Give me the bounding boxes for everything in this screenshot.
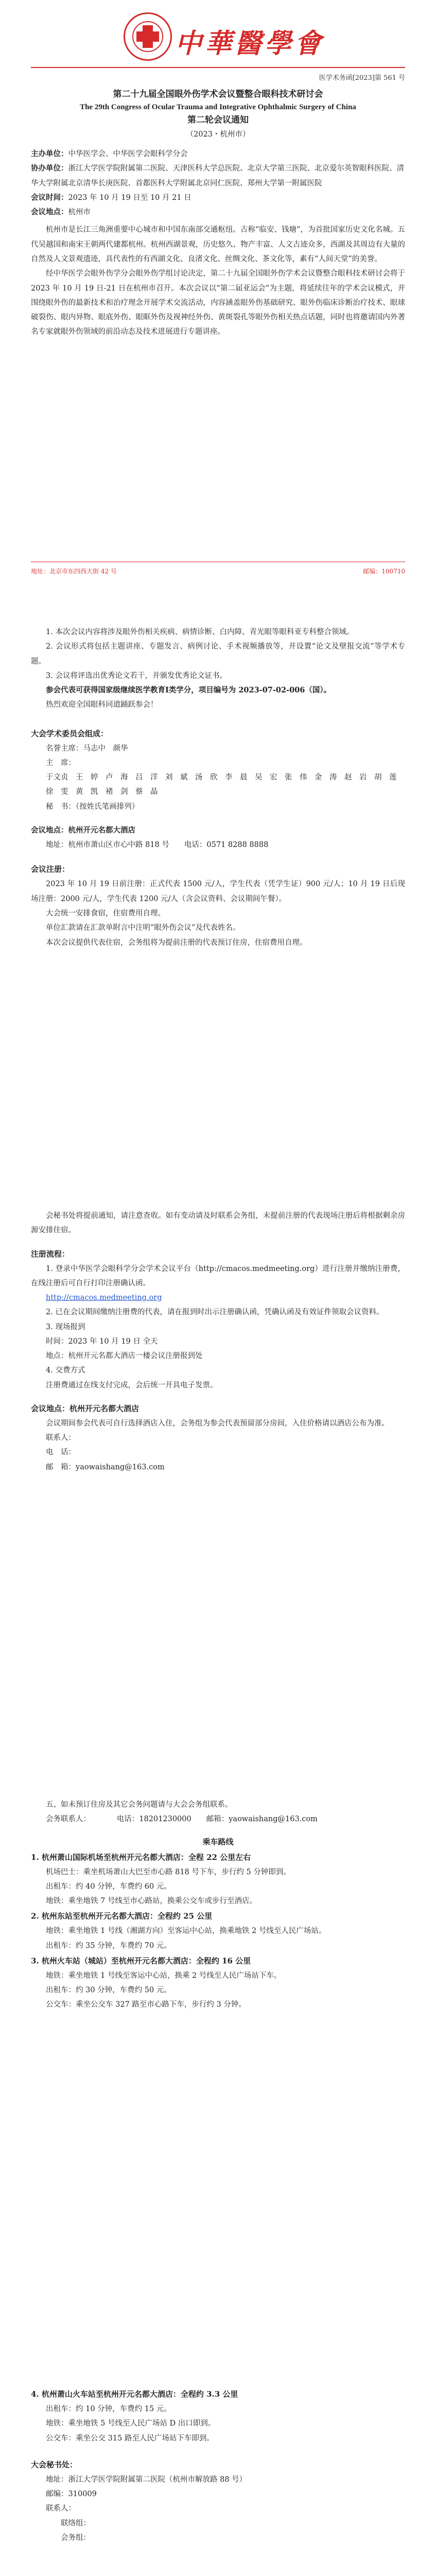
organizer-item: 会议地点：杭州市 <box>31 208 91 217</box>
registration-line: 2023 年 10 月 19 日前注册：正式代表 1500 元/人，学生代表（凭学生证）900 元/人；10 月 19 日后现场注册：2000 元/人，学生代表 1200 元/人（含会议资料、会议期间午餐）。 <box>31 880 405 903</box>
route-line: 公交车：乘坐公交车 327 路至市心路下车，步行约 3 分钟。 <box>46 2001 246 2009</box>
page-4 <box>0 1767 436 2355</box>
traffic-title: 乘车路线 <box>202 1837 234 1846</box>
year-city: （2023・杭州市） <box>186 130 250 139</box>
notice-title: 第二轮会议通知 <box>187 114 249 125</box>
office-head: 大会秘书处： <box>31 2460 78 2469</box>
venue-head: 会议地点：杭州开元名都大酒店 <box>31 1403 139 1413</box>
reference-number: 医学术务函[2023]第 561 号 <box>319 74 405 82</box>
venue-line: 联系人： <box>46 1434 76 1443</box>
route-head: 2. 杭州东站至杭州开元名都大酒店：全程约 25 公里 <box>31 1911 213 1921</box>
organizer-item: 协办单位：浙江大学医学院附属第二医院、天津医科大学总医院、北京大学第三医院、北京爱尔英智眼科医院、清华大学附属北京清华长庚医院、首都医科大学附属北京同仁医院、郑州大学第一附属医院 <box>31 164 404 188</box>
honorary-chair: 名誉主席：马志中 颜华 <box>46 744 128 753</box>
intro-paragraph: 杭州市是长江三角洲重要中心城市和中国东南部交通枢纽。古称“临安、钱塘”，为首批国家历史文化名城。五代吴越国和南宋王朝两代建都杭州。杭州西湖景观，历史悠久、物产丰富、人文古迹众多，西湖及其周边有大量的自然及人文景观遗迹，具代表性的有西湖文化、良渚文化、丝绸文化、茶文化等，素有“人间天堂”的美誉。 <box>31 226 405 263</box>
registration-link[interactable]: http://cmacos.medmeeting.org <box>46 1294 162 1302</box>
office-contact: 联络组： <box>61 2519 91 2528</box>
brand-title: 中華醫學會 <box>175 28 325 59</box>
page-1 <box>0 0 436 589</box>
committee-members: 于文贞 王 婷 卢 海 吕 洋 刘 斌 汤 欣 李 晨 吴 宏 张 伟 金 涛 赵 岩 胡 莲 徐 雯 黄 凯 褚 剑 蔡 晶 <box>46 773 404 796</box>
registration-line: 大会统一安排食宿，住宿费用自理。 <box>46 909 165 918</box>
invoice-head: 4. 交费方式 <box>46 1366 85 1375</box>
footer-postcode: 邮编：100710 <box>363 568 405 575</box>
contact-line: 会务联系人： 电话：18201230000 邮箱：yaowaishang@163.com <box>46 1815 318 1824</box>
reg-step: 2. 已在会议期间缴纳注册费的代表，请在报到时出示注册确认函，凭确认函及有效证件领取会议资料。 <box>46 1308 384 1317</box>
intro-paragraph: 经中华医学会眼外伤学分会眼外伤学组讨论决定，第二十九届全国眼外伤学术会议暨整合眼科技术研讨会将于 2023 年 10 月 19 日-21 日在杭州市召开。本次会议以“第二届亚运会”为主题，将延续往年的学术会议模式，并围绕眼外伤的最新技术和治疗理念开展学术交流活动，内容涵盖眼外伤基础研究、眼外伤临床诊断治疗技术、眼球破裂伤、眼内异物、眼底外伤、眼眶外伤及视神经外伤、黄斑裂孔等眼外伤相关热点话题，同时也将邀请国内外著名专家就眼外伤领域的前沿动态及技术进展进行专题讲座。 <box>31 269 405 336</box>
letterhead <box>0 7 436 64</box>
page-2 <box>0 589 436 1178</box>
info-item: 1. 本次会议内容将涉及眼外伤相关疾病、病情诊断、白内障、青光眼等眼科亚专科整合领域。 <box>46 628 354 636</box>
header-rule <box>31 67 405 68</box>
secretary: 秘 书：（按姓氏笔画排列） <box>46 802 139 811</box>
route-line: 地铁：乘坐地铁 1 号线（湘湖方向）至客运中心站，换乘地铁 2 号线至人民广场站。 <box>46 1927 326 1936</box>
doc-title-cn: 第二十九届全国眼外伤学术会议暨整合眼科技术研讨会 <box>113 89 323 99</box>
cma-logo-icon <box>124 12 172 61</box>
registration-head: 会议注册： <box>31 865 70 874</box>
checkin-place: 地点：杭州开元名都大酒店一楼会议注册报到处 <box>46 1352 203 1361</box>
office-line: 地址：浙江大学医学院附属第二医院（杭州市解放路 88 号） <box>46 2475 247 2484</box>
venue-address: 地址：杭州市萧山区市心中路 818 号 电话：0571 8288 8888 <box>46 841 269 850</box>
office-line: 邮编：310009 <box>46 2490 97 2499</box>
office-contact: 联系人： <box>46 2504 76 2513</box>
registration-line: 单位汇款请在汇款单附言中注明“眼外伤会议”及代表姓名。 <box>46 924 240 933</box>
route-line: 机场巴士：乘坐机场萧山大巴至市心路 818 号下车，步行约 5 分钟即到。 <box>46 1868 291 1876</box>
route-line: 出租车：约 10 分钟，车费约 15 元。 <box>46 2405 171 2413</box>
reg-process-head: 注册流程： <box>31 1249 70 1259</box>
footer-address: 地址：北京市东四西大街 42 号 <box>31 568 117 575</box>
route-line: 出租车：约 40 分钟，车费约 60 元。 <box>46 1882 171 1891</box>
welcome-line: 热烈欢迎全国眼科同道踊跃参会！ <box>46 701 158 709</box>
office-contact: 会务组： <box>61 2533 91 2542</box>
venue: 会议地点：杭州开元名都大酒店 <box>31 825 135 835</box>
route-head: 1. 杭州萧山国际机场至杭州开元名都大酒店：全程 22 公里左右 <box>31 1852 251 1862</box>
route-line: 出租车：约 30 分钟，车费约 50 元。 <box>46 1986 171 1995</box>
info-item: 2. 会议形式将包括主题讲座、专题发言、病例讨论、手术视频播放等，并设置“论文及壁报交流”等学术专题。 <box>31 642 405 666</box>
housing-note: 会秘书处将提前通知，请注意查收。如有变动请及时联系会务组，未提前注册的代表现场注册后将根据剩余房源安排住宿。 <box>31 1212 405 1235</box>
route-head: 4. 杭州萧山火车站至杭州开元名都大酒店：全程约 3.3 公里 <box>31 2389 238 2399</box>
route-line: 出租车：约 35 分钟，车费约 70 元。 <box>46 1941 171 1950</box>
contact-intro: 五、如未预订住房及其它会务问题请与大会会务组联系。 <box>46 1801 233 1809</box>
venue-line: 会议期间参会代表可自行选择酒店入住，会务组为参会代表预留部分房间，入住价格请以酒店公布为准。 <box>46 1419 389 1428</box>
page-5 <box>0 2355 436 2576</box>
route-line: 地铁：乘坐地铁 1 号线至客运中心站，换乘 2 号线至人民广场站下车。 <box>46 1971 282 1980</box>
organizer-item: 会议时间：2023 年 10 月 19 日至 10 月 21 日 <box>31 193 191 202</box>
route-head: 3. 杭州火车站（城站）至杭州开元名都大酒店：全程约 16 公里 <box>31 1956 251 1965</box>
checkin-time: 时间：2023 年 10 月 19 日 全天 <box>46 1337 158 1346</box>
invoice-text: 注册费通过在线支付完成，会后统一开具电子发票。 <box>46 1381 218 1389</box>
route-line: 地铁：乘坐地铁 7 号线至市心路站，换乘公交车或步行至酒店。 <box>46 1897 257 1906</box>
registration-line: 本次会议提供代表住宿，会务组将为提前注册的代表预订住房，住宿费用自理。 <box>46 938 307 947</box>
committee-title: 大会学术委员会组成： <box>31 728 109 738</box>
credit-notice: 参会代表可获得国家级继续医学教育Ⅰ类学分，项目编号为 2023-07-02-006（国）。 <box>46 686 332 695</box>
venue-line: 电 话： <box>46 1448 76 1457</box>
route-line: 地铁：乘坐地铁 5 号线至人民广场站 D 出口即到。 <box>46 2419 216 2428</box>
organizer-list <box>31 147 405 219</box>
organizer-item: 主办单位：中华医学会、中华医学会眼科学分会 <box>31 149 188 159</box>
chairs: 主 席： <box>46 758 76 767</box>
doc-title-en: The 29th Congress of Ocular Trauma and Integrative Ophthalmic Surgery of China <box>80 103 356 112</box>
reg-link-line <box>31 1291 405 1305</box>
reg-step: 3. 现场报到 <box>46 1323 85 1331</box>
reg-step: 1. 登录中华医学会眼科学分会学术会议平台（http://cmacos.medmeeting.org）进行注册并缴纳注册费，在线注册后可自行打印注册确认函。 <box>31 1264 405 1287</box>
route-line: 公交车：乘坐公交 315 路至人民广场站下车即到。 <box>46 2434 214 2443</box>
venue-line: 邮 箱：yaowaishang@163.com <box>46 1463 165 1471</box>
info-item: 3. 会议将评选出优秀论文若干，并颁发优秀论文证书。 <box>46 671 227 680</box>
page-3 <box>0 1178 436 1767</box>
